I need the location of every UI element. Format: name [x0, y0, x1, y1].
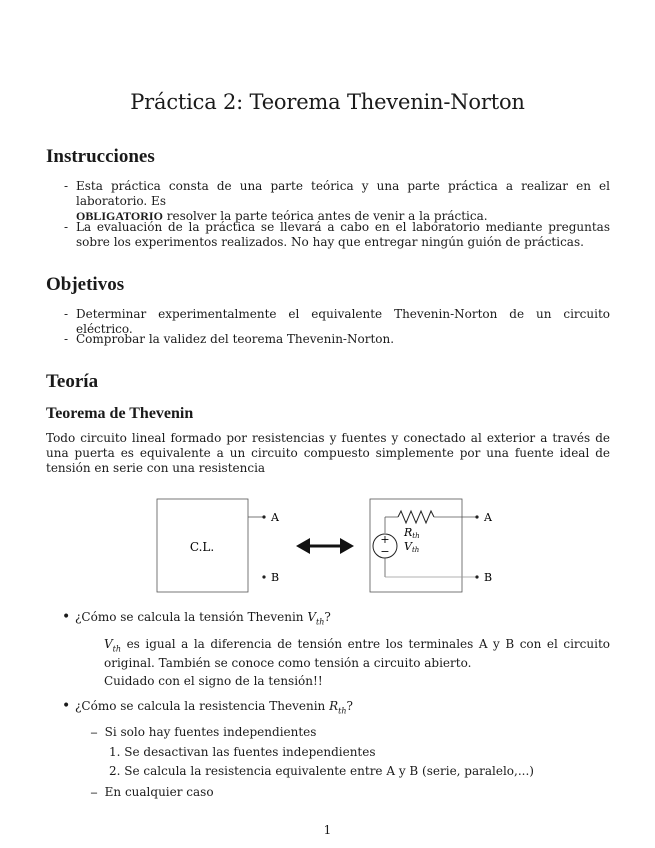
question-vth-text: ¿Cómo se calcula la tensión Thevenin $V_{th}$?: [75, 610, 331, 627]
source-vth-label: Vth: [404, 540, 420, 554]
instruction-line-1: Esta práctica consta de una parte teórica y una parte práctica a realizar en el laboratorio. Es: [76, 179, 610, 208]
bullet-icon: •: [62, 698, 71, 714]
answer-vth: $V_{th}$ es igual a la diferencia de tensión entre los terminales A y B con el circuito original. También se conoce como tensión a circuito abierto.: [104, 637, 610, 671]
question-rth-text: ¿Cómo se calcula la resistencia Thevenin $R_{th}$?: [75, 699, 353, 716]
equivalence-arrow-icon: [296, 538, 354, 554]
source-plus-sign: +: [380, 533, 390, 546]
thevenin-intro: Todo circuito lineal formado por resistencias y fuentes y conectado al exterior a través de una puerta es equivalente a un circuito compuesto simplemente por una fuente ideal de tensión en serie con una resistencia: [46, 431, 610, 475]
dash-marker: -: [64, 332, 69, 346]
step-1: 1. Se desactivan las fuentes independientes: [109, 745, 376, 759]
section-heading-objetivos: Objetivos: [46, 274, 125, 295]
note-sign-warning: Cuidado con el signo de la tensión!!: [104, 674, 323, 688]
dash-marker: -: [64, 179, 69, 193]
obligatorio-bold: OBLIGATORIO: [76, 209, 163, 223]
dash-marker: -: [64, 307, 69, 321]
question-vth: [62, 610, 331, 629]
case-general-text: En cualquier caso: [104, 785, 214, 799]
case-general: [91, 785, 214, 800]
terminal-b-label: B: [271, 571, 280, 584]
step-2: 2. Se calcula la resistencia equivalente entre A y B (serie, paralelo,...): [109, 764, 534, 778]
instruction-line-2: resolver la parte teórica antes de venir a la práctica.: [162, 209, 488, 223]
dash-marker: -: [64, 220, 69, 234]
instruction-item-2: [64, 220, 610, 250]
thevenin-terminal-b-label: B: [484, 571, 493, 584]
em-dash-marker: –: [91, 785, 97, 799]
em-dash-marker: –: [91, 725, 97, 739]
objective-text-1: Determinar experimentalmente el equivalente Thevenin-Norton de un circuito eléctrico.: [76, 307, 610, 336]
page-number: 1: [323, 823, 332, 837]
subsection-heading-thevenin: Teorema de Thevenin: [46, 405, 194, 422]
thevenin-terminal-a-dot: [475, 515, 478, 518]
instruction-item-1: [64, 179, 610, 224]
objective-item-2: [64, 332, 610, 347]
section-heading-teoria: Teoría: [46, 371, 99, 392]
bullet-icon: •: [62, 609, 71, 625]
terminal-b-dot: [262, 575, 265, 578]
resistor-icon: [398, 511, 434, 523]
linear-circuit-label: C.L.: [189, 540, 215, 554]
page-title: Práctica 2: Teorema Thevenin-Norton: [130, 90, 525, 114]
section-heading-instrucciones: Instrucciones: [46, 146, 155, 167]
resistor-rth-label: Rth: [404, 526, 420, 540]
instruction-text-2: La evaluación de la práctica se llevará a cabo en el laboratorio mediante preguntas sobre los experimentos realizados. No hay que entregar ningún guión de prácticas.: [76, 220, 610, 249]
terminal-a-label: A: [271, 511, 279, 524]
question-rth: [62, 699, 353, 718]
terminal-a-dot: [262, 515, 265, 518]
instruction-text-1: [76, 179, 610, 224]
case-independent-sources: [91, 725, 316, 740]
source-minus-sign: −: [380, 545, 390, 558]
case-independent-sources-text: Si solo hay fuentes independientes: [104, 725, 317, 739]
thevenin-equivalence-figure: [0, 490, 655, 600]
objective-text-2: Comprobar la validez del teorema Thevenin-Norton.: [76, 332, 395, 346]
thevenin-terminal-a-label: A: [484, 511, 492, 524]
thevenin-terminal-b-dot: [475, 575, 478, 578]
